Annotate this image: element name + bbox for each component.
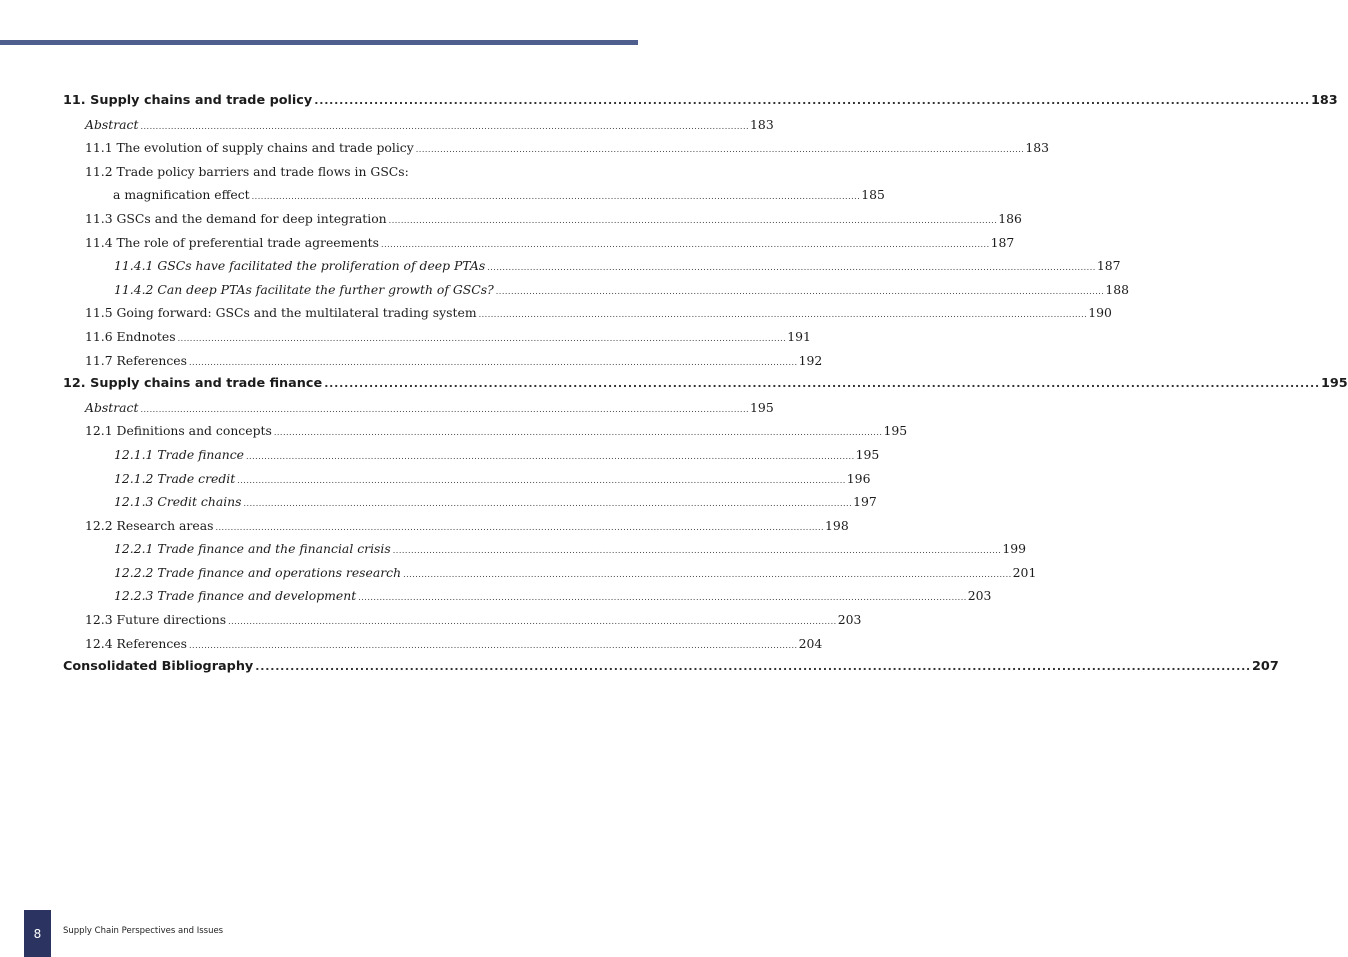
toc-leader: ........................................................................................................................................................................................................ [140, 121, 750, 131]
toc-entry-label: 12.2.2 Trade finance and operations research [114, 564, 402, 580]
toc-entry[interactable] [63, 537, 1026, 561]
toc-entry-label: 12.3 Future directions [85, 612, 227, 628]
toc-entry-page: 190 [1088, 305, 1112, 321]
toc-entry-label: 12.4 References [85, 635, 187, 651]
toc-entry[interactable] [63, 608, 862, 632]
toc-leader: ........................................................................................................................................................................................................ [273, 428, 883, 438]
toc-entry-page: 183 [1025, 140, 1049, 156]
toc-entry-label: 12.1 Definitions and concepts [85, 423, 272, 439]
toc-entry-page: 199 [1002, 541, 1026, 557]
toc-entry-label: a magnification effect [113, 187, 250, 203]
toc-entry[interactable] [63, 278, 1129, 302]
toc-leader: ........................................................................................................................................................................................................ [177, 333, 787, 343]
toc-entry[interactable] [63, 372, 1348, 396]
toc-leader: ........................................................................................................................................................................................................ [243, 499, 853, 509]
toc-entry[interactable] [63, 136, 1049, 160]
toc-entry[interactable] [63, 655, 1279, 679]
toc-entry-page: 195 [1320, 376, 1348, 392]
toc-leader: ........................................................................................................................................................................................................ [188, 357, 798, 367]
toc-leader: ........................................................................................................................................................................................................ [381, 239, 990, 249]
toc-entry[interactable] [63, 231, 1015, 255]
toc-entry-page: 187 [1096, 258, 1121, 274]
toc-entry-label: 12.2.3 Trade finance and development [114, 588, 357, 604]
toc-entry-page: 203 [967, 588, 992, 604]
toc-entry[interactable] [63, 113, 774, 137]
toc-entry-page: 195 [883, 423, 908, 439]
toc-entry-label: 11.1 The evolution of supply chains and trade policy [85, 140, 414, 156]
toc-entry-label: Abstract [85, 399, 139, 415]
toc-entry-page: 195 [750, 399, 774, 415]
toc-entry-page: 186 [998, 210, 1022, 226]
toc-leader: ........................................................................................................................................................................................................ [403, 569, 1012, 579]
toc-entry[interactable] [63, 514, 849, 538]
toc-entry-label: 12.1.3 Credit chains [114, 494, 242, 510]
toc-entry-label: Consolidated Bibliography [63, 659, 254, 675]
page-number-box [24, 910, 51, 957]
toc-entry-page: 183 [750, 116, 774, 132]
toc-entry-page: 201 [1012, 564, 1037, 580]
toc-entry-page: 195 [855, 446, 880, 462]
toc-entry-page: 183 [1310, 93, 1338, 108]
running-title: Supply Chain Perspectives and Issues [63, 926, 224, 936]
toc-entry[interactable] [63, 207, 1022, 231]
toc-entry-label: 11.4.2 Can deep PTAs facilitate the further growth of GSCs? [114, 281, 494, 297]
toc-entry[interactable] [63, 325, 811, 349]
toc-entry-label: 11.5 Going forward: GSCs and the multilateral trading system [85, 305, 477, 321]
toc-entry-page: 188 [1105, 281, 1129, 297]
toc-leader: ........................................................................................................................................................................................................ [324, 377, 1320, 391]
toc-entry-label: 12. Supply chains and trade finance [63, 376, 323, 392]
toc-entry-label: 11.4 The role of preferential trade agreements [85, 234, 380, 250]
toc-leader: ........................................................................................................................................................................................................ [314, 94, 1310, 107]
toc-entry-label: Abstract [85, 116, 139, 132]
toc-entry-label: 11.2 Trade policy barriers and trade flows in GSCs: [85, 163, 409, 179]
toc-entry-label: 11. Supply chains and trade policy [63, 93, 313, 108]
toc-leader: ........................................................................................................................................................................................................ [487, 263, 1096, 273]
toc-leader: ........................................................................................................................................................................................................ [215, 522, 825, 532]
toc-leader: ........................................................................................................................................................................................................ [415, 145, 1025, 155]
toc-entry[interactable] [63, 467, 871, 491]
toc-leader: ........................................................................................................................................................................................................ [140, 404, 750, 414]
toc-entry[interactable] [63, 632, 823, 656]
toc-entry-label: 11.4.1 GSCs have facilitated the proliferation of deep PTAs [114, 258, 486, 274]
toc-entry[interactable] [63, 160, 554, 184]
toc-entry[interactable] [63, 443, 880, 467]
toc-entry[interactable] [63, 584, 992, 608]
toc-entry[interactable] [63, 419, 908, 443]
toc-entry-page: 203 [837, 612, 862, 628]
toc-leader: ........................................................................................................................................................................................................ [392, 546, 1002, 556]
toc-entry[interactable] [63, 301, 1112, 325]
page-number: 8 [33, 926, 42, 941]
toc-leader: ........................................................................................................................................................................................................ [237, 475, 846, 485]
toc-leader: ........................................................................................................................................................................................................ [188, 640, 798, 650]
toc-entry-label: 11.6 Endnotes [85, 328, 176, 344]
header-rule [0, 40, 638, 45]
table-of-contents [63, 89, 1348, 679]
toc-leader: ........................................................................................................................................................................................................ [255, 660, 1252, 674]
toc-entry[interactable] [63, 89, 1338, 113]
toc-entry-page: 197 [853, 494, 877, 510]
toc-leader: ........................................................................................................................................................................................................ [478, 310, 1088, 320]
toc-leader: ........................................................................................................................................................................................................ [495, 286, 1105, 296]
toc-leader: ........................................................................................................................................................................................................ [251, 192, 861, 202]
toc-entry[interactable] [63, 349, 823, 373]
toc-entry-page: 191 [787, 328, 811, 344]
toc-leader: ........................................................................................................................................................................................................ [228, 617, 837, 627]
toc-entry[interactable] [63, 254, 1121, 278]
toc-entry[interactable] [63, 183, 885, 207]
toc-leader: ........................................................................................................................................................................................................ [246, 451, 855, 461]
toc-entry-label: 12.1.2 Trade credit [114, 470, 236, 486]
toc-entry[interactable] [63, 490, 877, 514]
toc-leader: ........................................................................................................................................................................................................ [388, 215, 998, 225]
toc-entry-page: 192 [798, 352, 823, 368]
toc-entry[interactable] [63, 561, 1037, 585]
toc-entry-page: 207 [1252, 659, 1279, 675]
toc-leader: ........................................................................................................................................................................................................ [358, 593, 967, 603]
toc-entry-page: 204 [798, 635, 823, 651]
toc-entry-label: 12.2.1 Trade finance and the financial crisis [114, 541, 391, 557]
toc-entry-label: 12.1.1 Trade finance [114, 446, 245, 462]
toc-entry[interactable] [63, 396, 774, 420]
toc-entry-page: 187 [990, 234, 1015, 250]
toc-entry-page: 198 [825, 517, 849, 533]
toc-entry-page: 185 [861, 187, 885, 203]
toc-entry-page: 196 [846, 470, 871, 486]
toc-entry-label: 11.3 GSCs and the demand for deep integration [85, 210, 387, 226]
toc-entry-label: 12.2 Research areas [85, 517, 214, 533]
toc-entry-label: 11.7 References [85, 352, 187, 368]
